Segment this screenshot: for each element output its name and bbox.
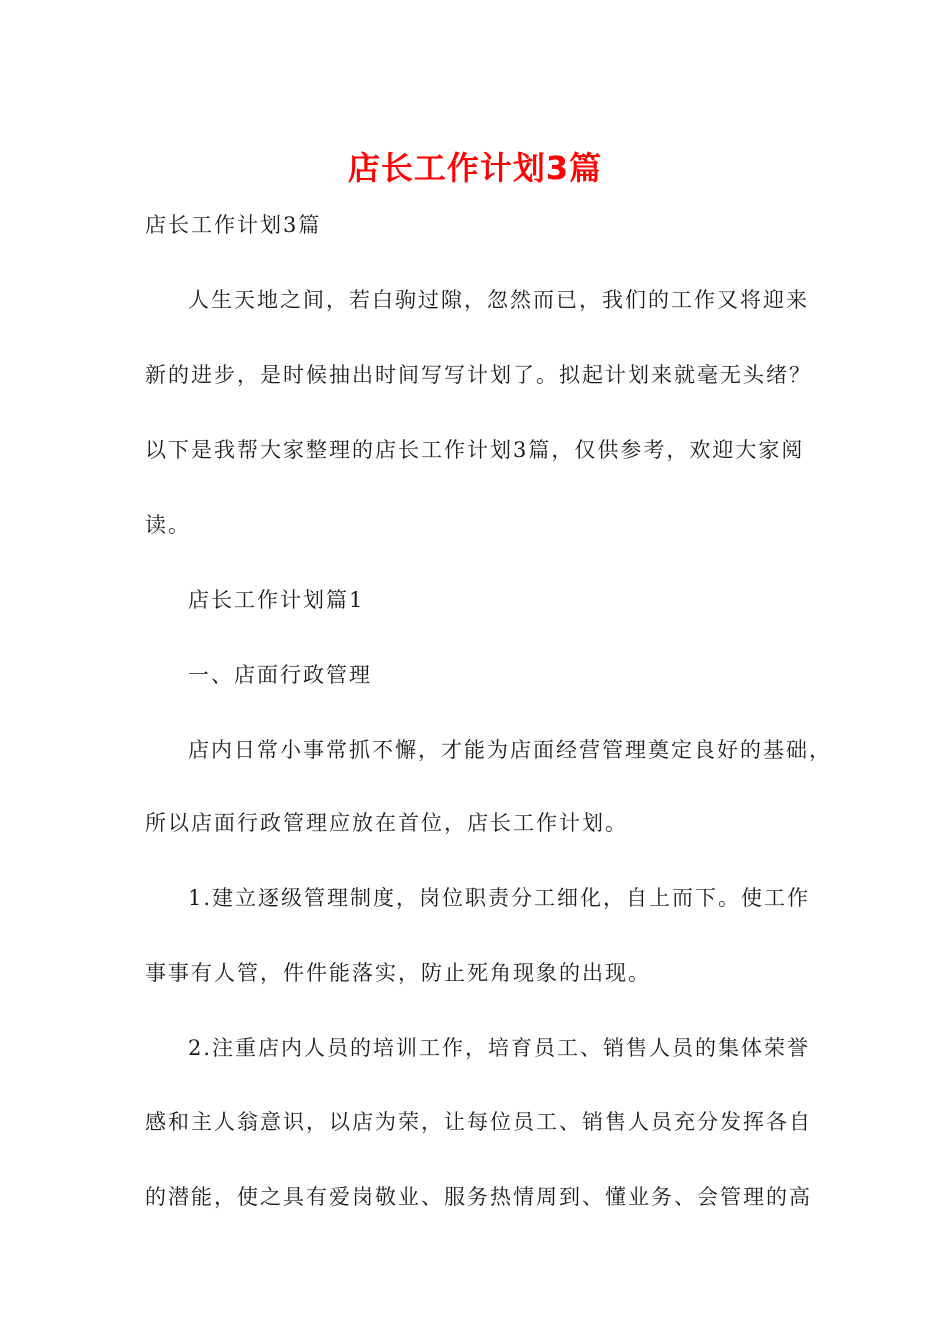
intro-line-3: 以下是我帮大家整理的店长工作计划3篇，仅供参考，欢迎大家阅: [145, 438, 805, 462]
paragraph1-line-1: 店内日常小事常抓不懈，才能为店面经营管理奠定良好的基础，: [188, 738, 832, 762]
item1-line-1: 1.建立逐级管理制度，岗位职责分工细化，自上而下。使工作: [188, 886, 811, 910]
item1-line-2: 事事有人管，件件能落实，防止死角现象的出现。: [145, 961, 651, 985]
intro-line-1: 人生天地之间，若白驹过隙，忽然而已，我们的工作又将迎来: [188, 288, 809, 312]
document-subtitle: 店长工作计划3篇: [145, 213, 322, 237]
paragraph1-line-2: 所以店面行政管理应放在首位，店长工作计划。: [145, 811, 628, 835]
part-heading: 一、店面行政管理: [188, 663, 372, 687]
item2-line-2: 感和主人翁意识，以店为荣，让每位员工、销售人员充分发挥各自: [145, 1110, 812, 1134]
document-title: 店长工作计划3篇: [347, 149, 603, 187]
intro-line-2: 新的进步，是时候抽出时间写写计划了。拟起计划来就毫无头绪？: [145, 363, 812, 387]
item2-line-1: 2.注重店内人员的培训工作，培育员工、销售人员的集体荣誉: [188, 1036, 811, 1060]
item2-line-3: 的潜能，使之具有爱岗敬业、服务热情周到、懂业务、会管理的高: [145, 1185, 812, 1209]
intro-line-4: 读。: [145, 513, 191, 537]
section-heading: 店长工作计划篇1: [188, 588, 365, 612]
